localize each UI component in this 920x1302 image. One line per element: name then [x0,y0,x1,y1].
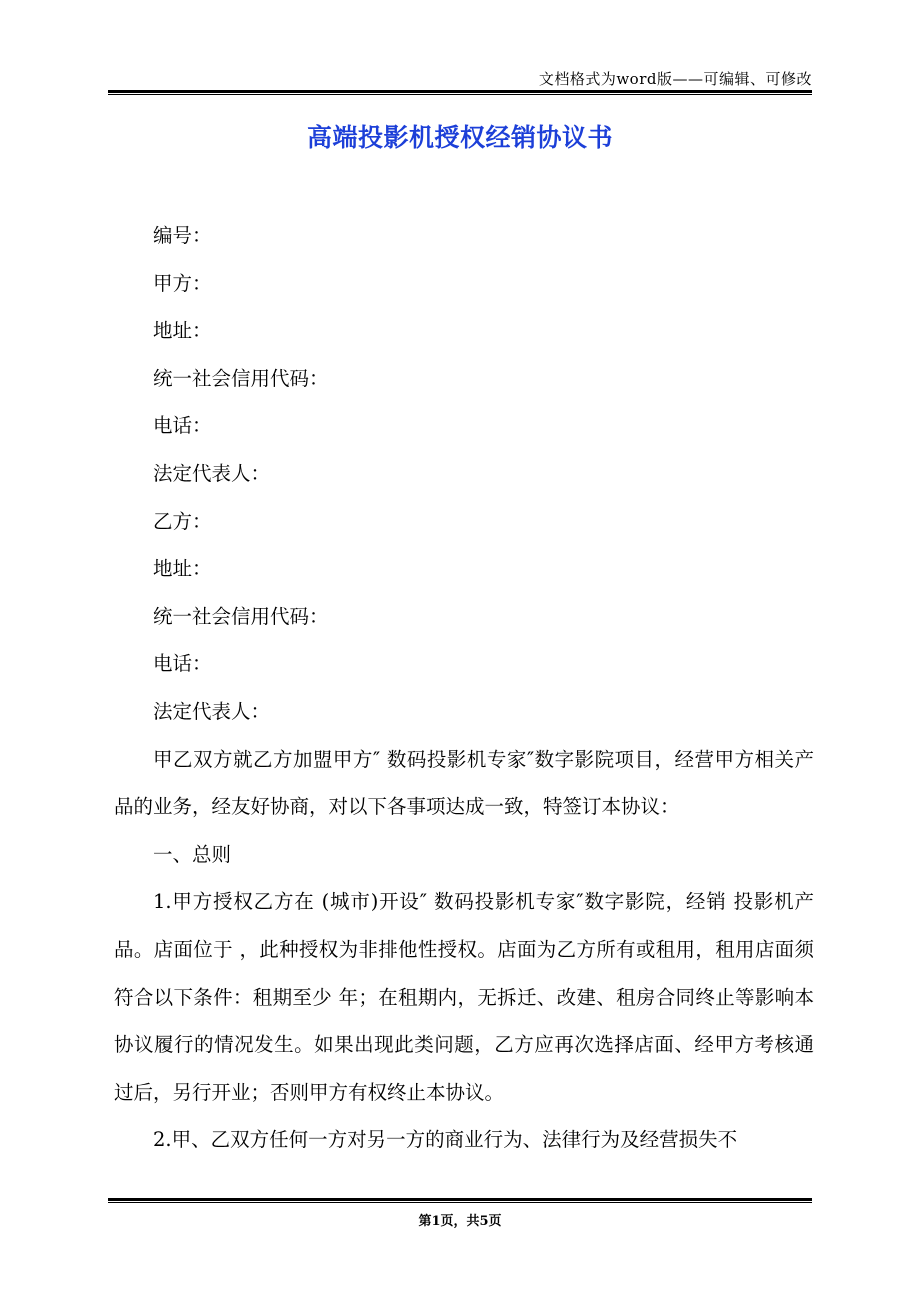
field-party-b-representative: 法定代表人： [153,699,271,723]
clause-1-paragraph: 1.甲方授权乙方在 (城市)开设″ 数码投影机专家″数字影院，经销 投影机产品。店面位于 ，此种授权为非排他性授权。店面为乙方所有或租用，租用店面须符合以下条件：租期至少 年；在租期内，无拆迁、改建、租房合同终止等影响本协议履行的情况发生。如果出现此类问题，乙方应再次选择店面、经甲方考核通过后，另行开业；否则甲方有权终止本协议。 [114,890,814,1104]
field-party-a-representative: 法定代表人： [153,461,271,485]
header-note: 文档格式为word版——可编辑、可修改 [538,70,812,88]
page-number: 第1页，共5页 [418,1214,502,1229]
field-party-a-phone: 电话： [153,414,212,438]
page-header [108,60,812,96]
field-party-b-phone: 电话： [153,652,212,676]
document-title: 高端投影机授权经销协议书 [306,123,613,152]
footer-divider [108,1198,812,1203]
section-heading-general: 一、总则 [153,842,232,866]
field-party-b-credit-code: 统一社会信用代码： [153,604,329,628]
header-divider [108,90,812,95]
document-body [114,212,814,1164]
field-party-a: 甲方： [153,271,212,295]
field-party-b: 乙方： [153,509,212,533]
preamble-paragraph: 甲乙双方就乙方加盟甲方″ 数码投影机专家″数字影院项目，经营甲方相关产品的业务，经友好协商，对以下各事项达成一致，特签订本协议： [114,747,814,819]
clause-2-paragraph: 2.甲、乙双方任何一方对另一方的商业行为、法律行为及经营损失不 [153,1128,738,1152]
field-party-a-credit-code: 统一社会信用代码： [153,366,329,390]
field-party-a-address: 地址： [153,319,212,343]
page-footer [108,1198,812,1238]
field-number: 编号： [153,224,212,247]
field-party-b-address: 地址： [153,557,212,581]
